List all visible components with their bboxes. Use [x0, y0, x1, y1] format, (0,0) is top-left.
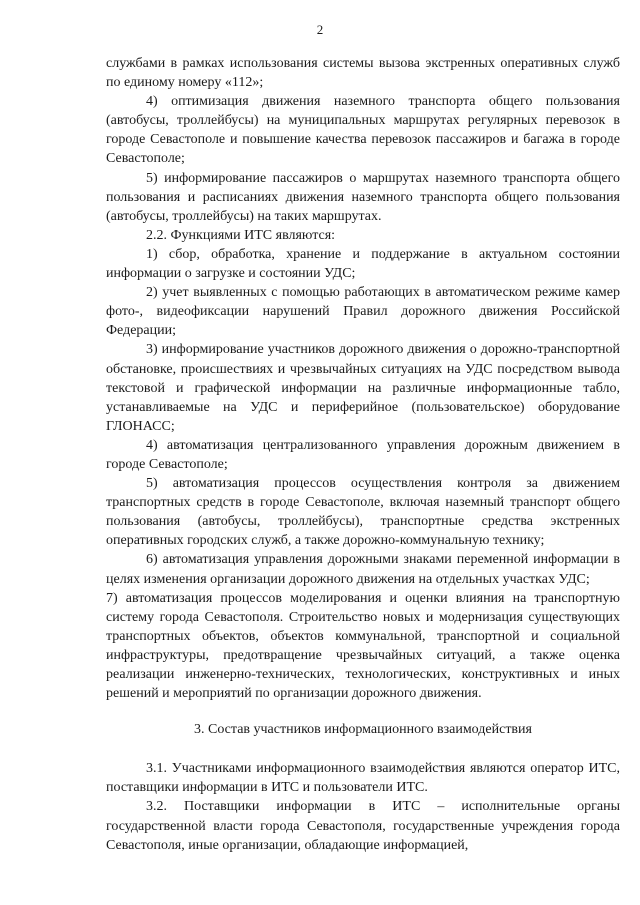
paragraph: 3.2. Поставщики информации в ИТС – исполнительные органы государственной власти города Севастополя, государственные учреждения города Севастополя, иные организации, обладающие информацией,	[106, 799, 620, 853]
page-number: 2	[316, 22, 324, 37]
paragraph: службами в рамках использования системы вызова экстренных оперативных служб по единому номеру «112»;	[106, 56, 620, 91]
paragraph: 5) автоматизация процессов осуществления контроля за движением транспортных средств в городе Севастополе, включая наземный транспорт общего пользования (автобусы, троллейбусы), транспортные средства экстренных оперативных городских служб, а также дорожно-коммунальную технику;	[106, 476, 620, 549]
paragraph: 2) учет выявленных с помощью работающих в автоматическом режиме камер фото-, видеофиксации нарушений Правил дорожного движения Российской Федерации;	[106, 285, 620, 339]
paragraph: 2.2. Функциями ИТС являются:	[146, 227, 336, 243]
paragraph: 5) информирование пассажиров о маршрутах наземного транспорта общего пользования и расписаниях движения наземного транспорта общего пользования (автобусы, троллейбусы) на таких маршрутах.	[106, 170, 620, 224]
paragraph-group-bottom	[106, 759, 620, 854]
paragraph: 6) автоматизация управления дорожными знаками переменной информации в целях изменения организации дорожного движения на отдельных участках УДС;	[106, 552, 620, 587]
document-body	[106, 54, 620, 855]
paragraph: 4) автоматизация централизованного управления дорожным движением в городе Севастополе;	[106, 437, 620, 472]
paragraph: 3.1. Участниками информационного взаимодействия являются оператор ИТС, поставщики информации в ИТС и пользователи ИТС.	[106, 761, 620, 796]
paragraph: 7) автоматизация процессов моделирования и оценки влияния на транспортную систему города Севастополя. Строительство новых и модернизация существующих транспортных объектов, объектов коммунальной, транспортной и социальной инфраструктуры, предотвращение чрезвычайных ситуаций, а также оценка реализации инженерно-технических, технологических, конструктивных и иных решений и мероприятий по организации дорожного движения.	[106, 590, 620, 702]
paragraph-group-top	[106, 54, 620, 703]
paragraph: 3) информирование участников дорожного движения о дорожно-транспортной обстановке, происшествиях и чрезвычайных ситуациях на УДС посредством вывода текстовой и графической информации на различные информационные табло, устанавливаемые на УДС и периферийное (пользовательское) оборудование ГЛОНАСС;	[106, 342, 620, 434]
paragraph: 4) оптимизация движения наземного транспорта общего пользования (автобусы, троллейбусы) на муниципальных маршрутах регулярных перевозок в городе Севастополе и повышение качества перевозок пассажиров и багажа в городе Севастополе;	[106, 94, 620, 167]
paragraph: 1) сбор, обработка, хранение и поддержание в актуальном состоянии информации о загрузке и состоянии УДС;	[106, 246, 620, 282]
section-heading: 3. Состав участников информационного взаимодействия	[194, 722, 532, 738]
